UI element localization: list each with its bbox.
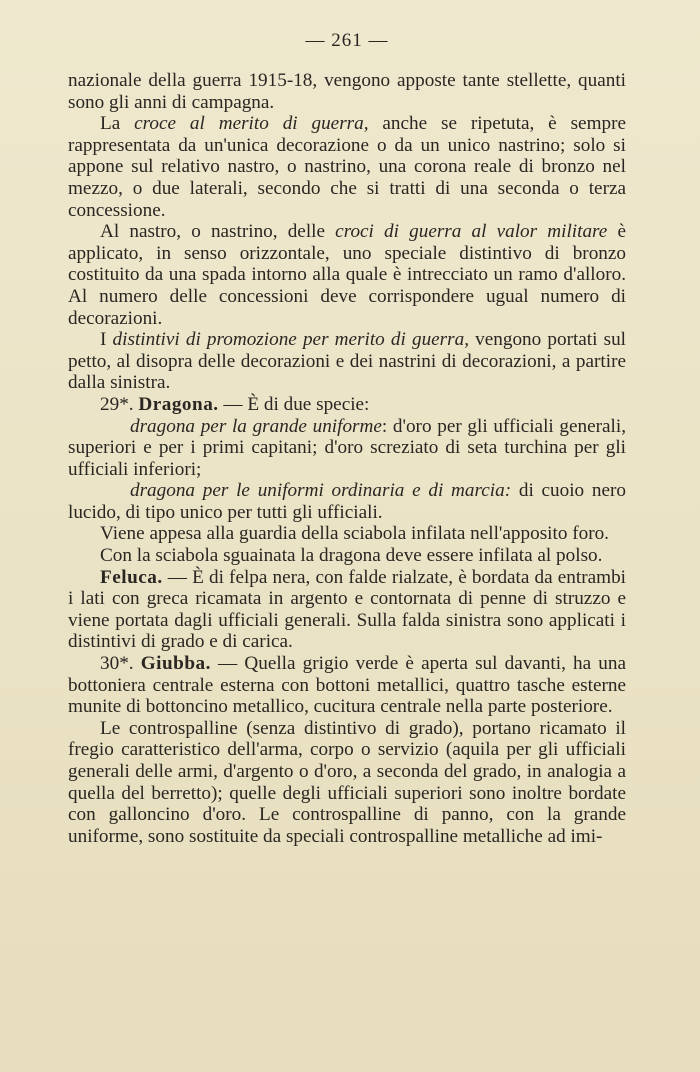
italic-phrase: croci di guerra al valor militare xyxy=(335,221,608,243)
text-run: — È di due specie: xyxy=(218,393,370,415)
text-run: La xyxy=(100,113,135,135)
text-run: Viene appesa alla guardia della sciabola infilata nell'apposito foro. xyxy=(100,523,609,545)
text-run: I xyxy=(100,329,113,351)
paragraph xyxy=(68,718,626,848)
text-run: Con la sciabola sguainata la dragona deve essere infilata al polso. xyxy=(100,545,603,567)
text-run: — È di felpa nera, con falde rialzate, è bordata da entrambi i lati con greca ricamata in argento e contornata di penne di struzzo e viene portata dagli ufficiali generali. Sulla falda sinistra sono applicati i distintivi di grado e di carica. xyxy=(68,566,626,653)
paragraph xyxy=(68,70,626,113)
paragraph xyxy=(68,480,626,523)
text-run: vengono portati sul petto, al disopra delle decorazioni e dei nastrini di decorazioni, a partire dalla sinistra. xyxy=(68,329,627,394)
italic-phrase: dragona per la grande uniforme xyxy=(130,415,382,437)
italic-phrase: distintivi di promozione per merito di guerra, xyxy=(112,329,470,351)
paragraph xyxy=(68,221,626,329)
italic-phrase: croce al merito di guerra, xyxy=(134,113,369,135)
paragraph xyxy=(68,567,626,653)
section-heading: Dragona. xyxy=(138,393,219,415)
paragraph xyxy=(68,394,626,416)
paragraph xyxy=(68,329,626,394)
italic-phrase: dragona per le uniformi ordinaria e di marcia: xyxy=(130,480,512,502)
page-number: — 261 — xyxy=(305,30,389,51)
text-run: di cuoio nero lucido, di tipo unico per tutti gli ufficiali. xyxy=(68,480,626,523)
paragraph xyxy=(68,653,626,718)
text-run: Al nastro, o nastrino, delle xyxy=(100,221,336,243)
paragraph xyxy=(68,113,626,221)
text-run: è applicato, in senso orizzontale, uno speciale distintivo di bronzo costituito da una spada intorno alla quale è intrecciato un ramo d'alloro. Al numero delle concessioni deve corrispondere ugual numero di decorazioni. xyxy=(68,221,626,329)
paragraph xyxy=(68,416,626,481)
paragraph xyxy=(68,523,626,545)
body-text xyxy=(68,70,626,847)
text-run: : d'oro per gli ufficiali generali, superiori e per i primi capitani; d'oro screziato di seta turchina per gli ufficiali inferiori; xyxy=(68,415,626,480)
section-heading: Giubba. xyxy=(140,653,211,675)
text-run: — Quella grigio verde è aperta sul davanti, ha una bottoniera centrale esterna con bottoni metallici, quattro tasche esterne munite di bottoncino metallico, cucitura centrale nella parte posteriore. xyxy=(68,653,627,718)
text-run: anche se ripetuta, è sempre rappresentata da un'unica decorazione o da un unico nastrino; solo si appone sul relativo nastro, o nastrino, una corona reale di bronzo nel mezzo, o due laterali, secondo che si tratti di una seconda o terza concessione. xyxy=(68,113,626,221)
text-run: nazionale della guerra 1915-18, vengono apposte tante stellette, quanti sono gli anni di campagna. xyxy=(68,70,626,113)
text-run: 29*. xyxy=(100,393,139,415)
paragraph xyxy=(68,545,626,567)
text-run: 30*. xyxy=(100,653,141,675)
section-heading: Feluca. xyxy=(100,566,163,588)
text-run: Le controspalline (senza distintivo di grado), portano ricamato il fregio caratteristico dell'arma, corpo o servizio (aquila per gli ufficiali generali delle armi, d'argento o d'oro, a seconda del grado, in analogia a quella del berretto); quelle degli ufficiali superiori sono inoltre bordate con galloncino d'oro. Le controspalline di panno, con la grande uniforme, sono sostituite da speciali controspalline metalliche ad imi- xyxy=(68,717,626,847)
